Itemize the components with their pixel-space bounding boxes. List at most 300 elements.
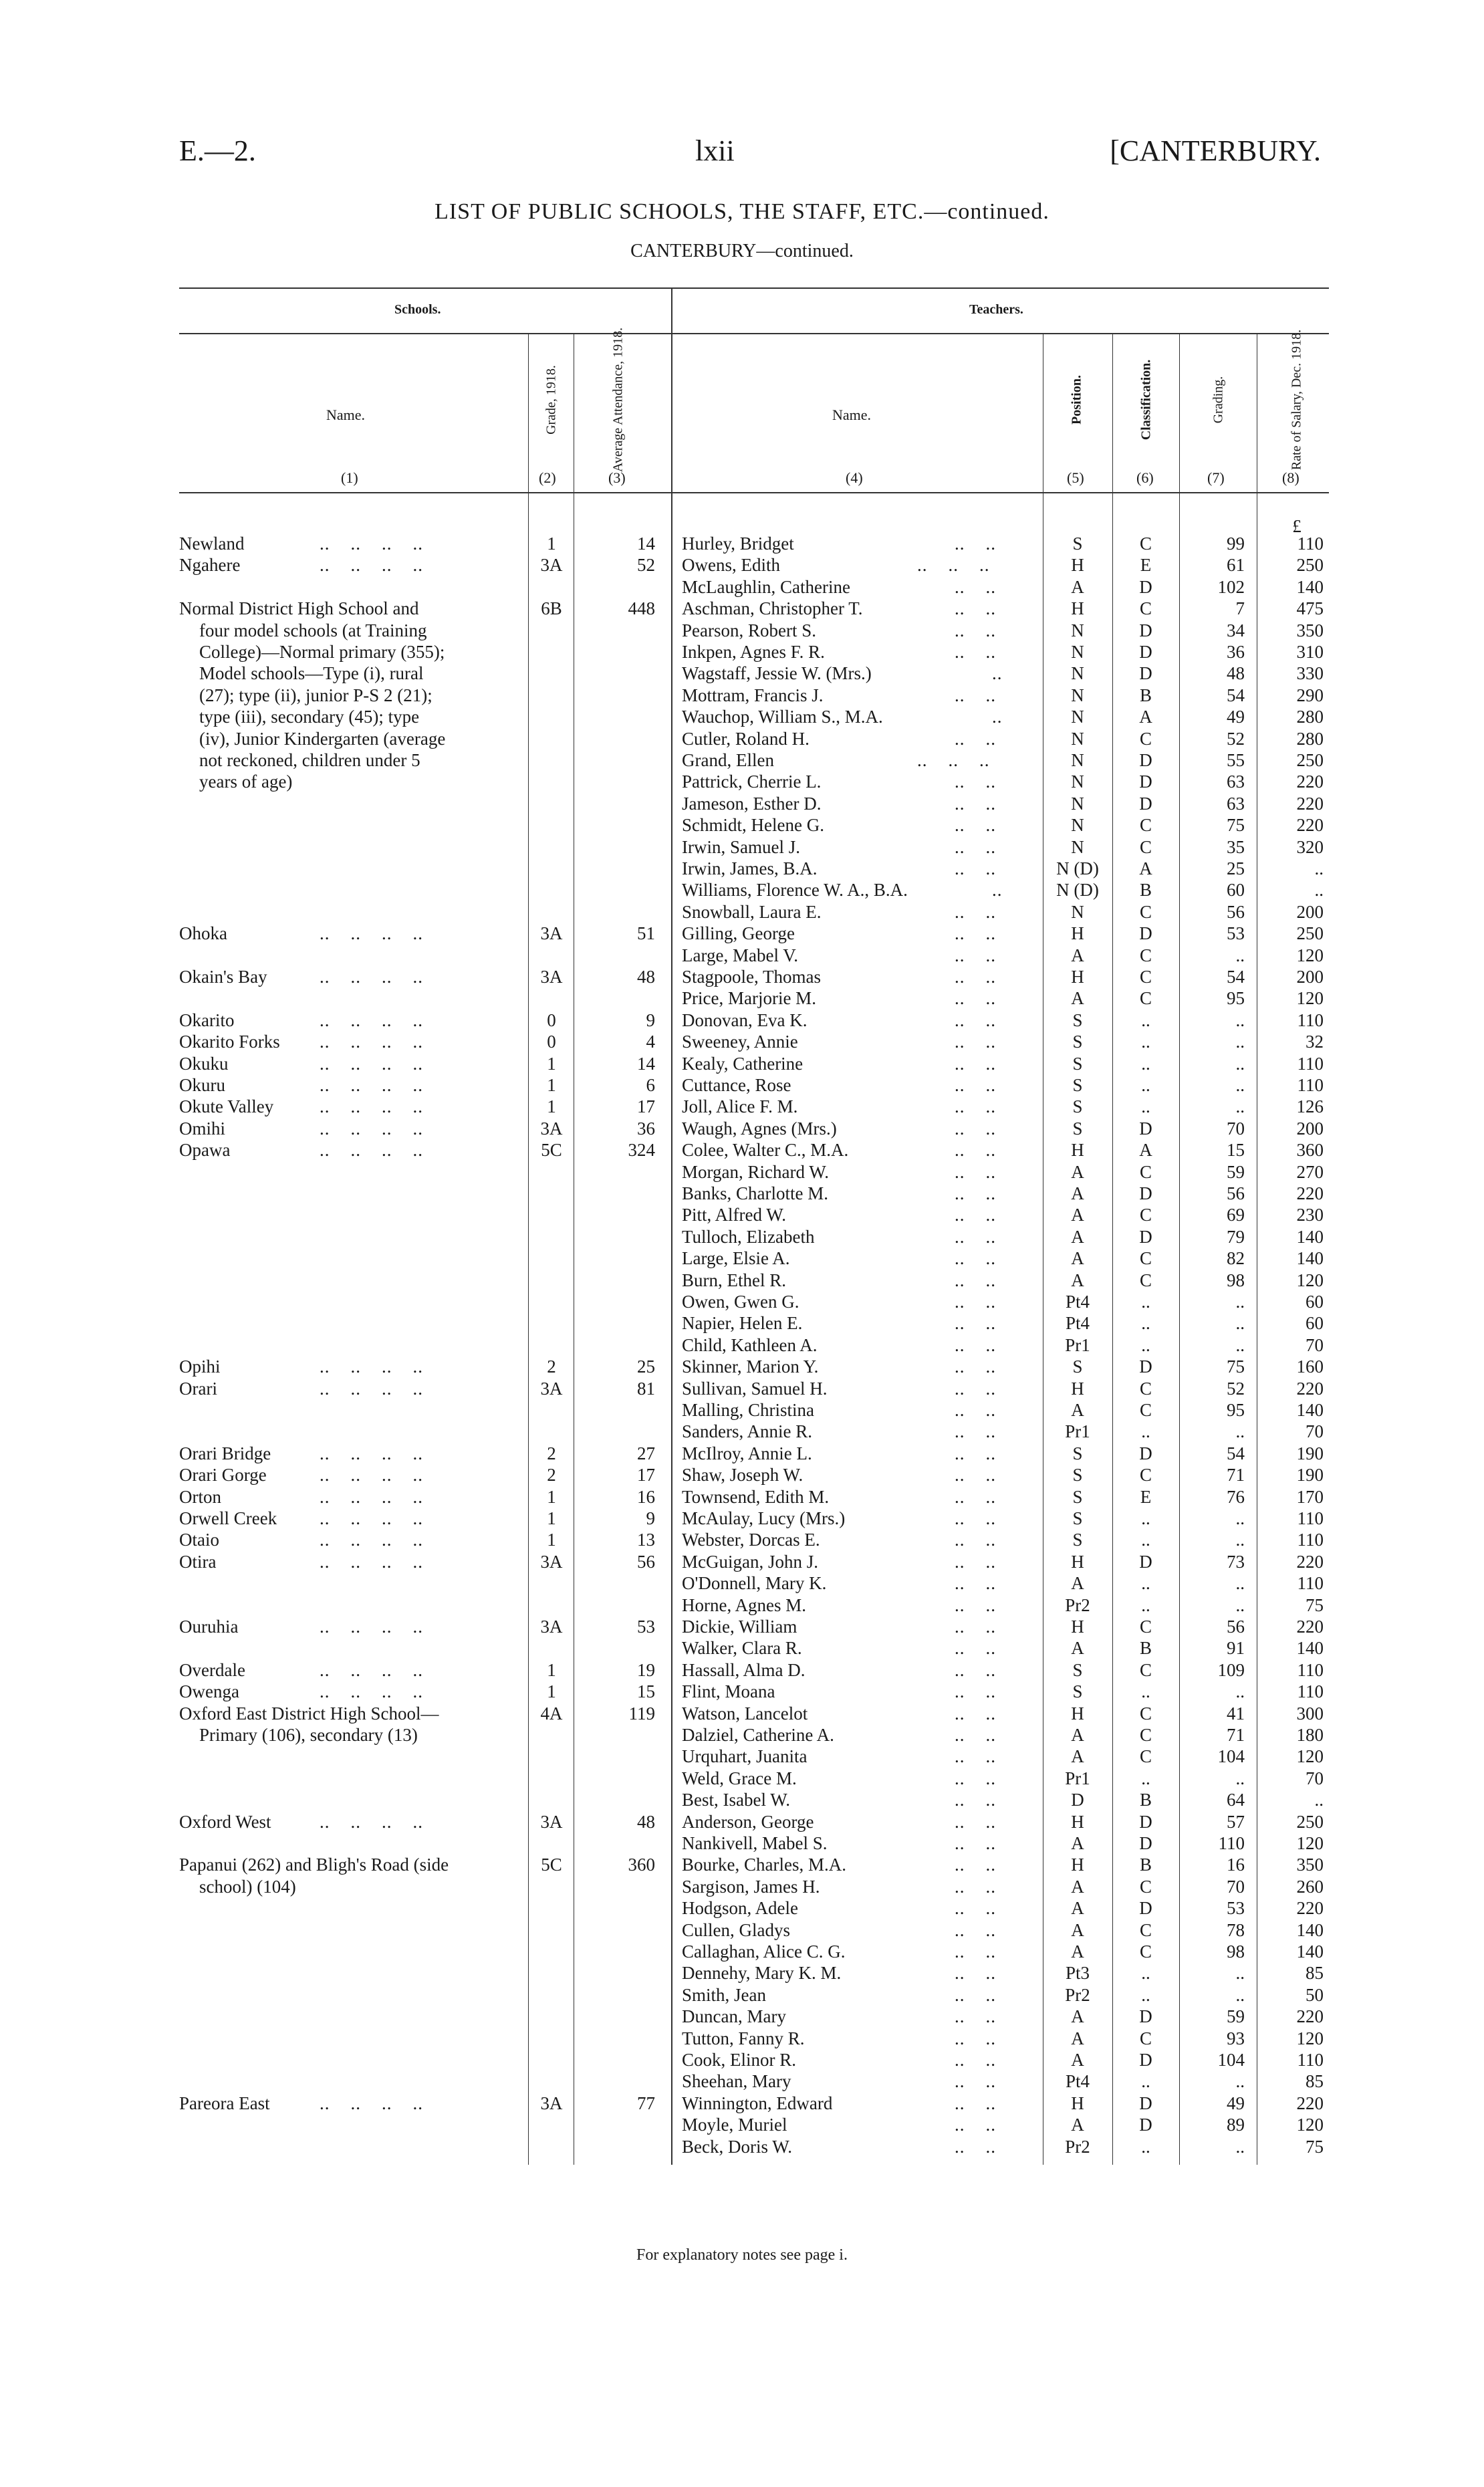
teacher-classification: .. <box>1141 1010 1150 1030</box>
teacher-classification: .. <box>1141 1985 1150 2005</box>
teacher-classification: D <box>1139 794 1152 814</box>
teacher-leader-dots: .. .. <box>955 1118 996 1139</box>
school-name: Otaio <box>179 1530 219 1550</box>
top-rule <box>179 287 1329 289</box>
teacher-name: Sweeney, Annie <box>682 1032 798 1052</box>
school-leader-dots: .. .. .. .. <box>320 1660 423 1680</box>
school-grade: 1 <box>547 1487 556 1507</box>
teacher-salary: 120 <box>1296 1270 1324 1290</box>
teacher-leader-dots: .. .. <box>955 1096 996 1116</box>
school-grade: 3A <box>540 1812 563 1832</box>
school-attendance: 16 <box>637 1487 655 1507</box>
school-name: Okarito <box>179 1010 235 1030</box>
teacher-name: Child, Kathleen A. <box>682 1335 818 1355</box>
school-leader-dots: .. .. .. .. <box>320 1508 423 1528</box>
teacher-classification: D <box>1139 1183 1152 1203</box>
teacher-grading: .. <box>1235 1985 1245 2005</box>
school-grade: 1 <box>547 1508 556 1528</box>
teacher-position: Pt3 <box>1065 1963 1090 1983</box>
teacher-name: Winnington, Edward <box>682 2093 833 2113</box>
teacher-classification: D <box>1139 642 1152 662</box>
school-name: Newland <box>179 534 245 554</box>
teacher-classification: D <box>1139 577 1152 597</box>
teacher-position: S <box>1072 1443 1083 1463</box>
school-name: (iv), Junior Kindergarten (average <box>199 729 446 749</box>
school-grade: 1 <box>547 1075 556 1095</box>
teacher-grading: .. <box>1235 1595 1245 1615</box>
teacher-name: McIlroy, Annie L. <box>682 1443 812 1463</box>
teacher-position: A <box>1071 1920 1084 1940</box>
teacher-classification: .. <box>1141 1595 1150 1615</box>
school-name: Ohoka <box>179 923 227 943</box>
teacher-grading: 95 <box>1227 1400 1245 1420</box>
teacher-position: N <box>1071 620 1084 640</box>
school-name: Okuku <box>179 1054 229 1074</box>
teacher-salary: 280 <box>1296 707 1324 727</box>
school-attendance: 448 <box>628 598 655 618</box>
teacher-salary: 310 <box>1296 642 1324 662</box>
teacher-salary: 120 <box>1296 2028 1324 2048</box>
teacher-name: O'Donnell, Mary K. <box>682 1573 827 1593</box>
school-grade: 1 <box>547 1681 556 1701</box>
school-attendance: 13 <box>637 1530 655 1550</box>
schools-group-header: Schools. <box>394 302 441 317</box>
school-attendance: 56 <box>637 1552 655 1572</box>
teacher-salary: 230 <box>1296 1205 1324 1225</box>
teacher-leader-dots: .. .. <box>955 1487 996 1507</box>
teacher-classification: D <box>1139 663 1152 683</box>
teacher-leader-dots: .. .. <box>955 1227 996 1247</box>
school-name: Opihi <box>179 1356 221 1377</box>
teacher-name: Inkpen, Agnes F. R. <box>682 642 825 662</box>
teacher-leader-dots: .. .. <box>955 685 996 705</box>
teacher-salary: 220 <box>1296 2093 1324 2113</box>
teacher-position: N <box>1071 685 1084 705</box>
school-name: Okain's Bay <box>179 967 267 987</box>
school-leader-dots: .. .. .. .. <box>320 1118 423 1139</box>
teacher-leader-dots: .. .. .. <box>917 750 990 770</box>
school-attendance: 53 <box>637 1617 655 1637</box>
teacher-grading: 69 <box>1227 1205 1245 1225</box>
teacher-classification: .. <box>1141 1768 1150 1788</box>
teacher-position: N <box>1071 707 1084 727</box>
teacher-grading: 76 <box>1227 1487 1245 1507</box>
school-name: Orari Bridge <box>179 1443 271 1463</box>
teacher-name: Malling, Christina <box>682 1400 814 1420</box>
teacher-position: A <box>1071 1227 1084 1247</box>
teacher-name: Donovan, Eva K. <box>682 1010 808 1030</box>
teacher-name: Dickie, William <box>682 1617 797 1637</box>
teacher-classification: C <box>1139 1746 1152 1766</box>
teacher-position: H <box>1071 1552 1084 1572</box>
school-leader-dots: .. .. .. .. <box>320 1356 423 1377</box>
teacher-salary: 32 <box>1306 1032 1324 1052</box>
teacher-grading: 49 <box>1227 707 1245 727</box>
teacher-classification: D <box>1139 750 1152 770</box>
teacher-name: Urquhart, Juanita <box>682 1746 808 1766</box>
teacher-salary: .. <box>1314 880 1324 900</box>
school-name: years of age) <box>199 772 293 792</box>
teacher-position: N <box>1071 837 1084 857</box>
teacher-name: Burn, Ethel R. <box>682 1270 786 1290</box>
teacher-salary: 320 <box>1296 837 1324 857</box>
teacher-salary: 220 <box>1296 1552 1324 1572</box>
teacher-leader-dots: .. .. <box>955 1855 996 1875</box>
teacher-grading: .. <box>1235 2137 1245 2157</box>
school-leader-dots: .. .. .. .. <box>320 1552 423 1572</box>
teacher-classification: D <box>1139 1833 1152 1853</box>
teacher-salary: 170 <box>1296 1487 1324 1507</box>
teacher-grading: .. <box>1235 1292 1245 1312</box>
teacher-name: Sargison, James H. <box>682 1877 820 1897</box>
school-attendance: 119 <box>628 1703 655 1724</box>
teacher-leader-dots: .. .. <box>955 1054 996 1074</box>
teacher-name: Large, Elsie A. <box>682 1248 790 1268</box>
teacher-leader-dots: .. .. <box>955 815 996 835</box>
position-header: Position. <box>1069 375 1084 425</box>
teacher-salary: 250 <box>1296 750 1324 770</box>
teacher-classification: C <box>1139 988 1152 1008</box>
school-attendance: 19 <box>637 1660 655 1680</box>
teacher-grading: .. <box>1235 1313 1245 1333</box>
school-grade: 3A <box>540 967 563 987</box>
school-name: Otira <box>179 1552 217 1572</box>
colnum-3: (3) <box>608 469 626 486</box>
school-attendance: 9 <box>646 1010 655 1030</box>
teacher-name: Schmidt, Helene G. <box>682 815 824 835</box>
teacher-salary: 350 <box>1296 620 1324 640</box>
teacher-position: A <box>1071 1941 1084 1962</box>
teacher-grading: 71 <box>1227 1465 1245 1485</box>
teacher-classification: B <box>1139 685 1152 705</box>
page-number: lxii <box>695 134 735 167</box>
teacher-name: Mottram, Francis J. <box>682 685 824 705</box>
teacher-position: A <box>1071 1898 1084 1918</box>
teacher-name: Pearson, Robert S. <box>682 620 816 640</box>
teacher-grading: 34 <box>1227 620 1245 640</box>
school-name: Orton <box>179 1487 221 1507</box>
teacher-leader-dots: .. .. <box>955 1746 996 1766</box>
teacher-grading: 53 <box>1227 923 1245 943</box>
teacher-name: Aschman, Christopher T. <box>682 598 863 618</box>
teacher-leader-dots: .. .. <box>955 1248 996 1268</box>
school-attendance: 52 <box>637 555 655 575</box>
teacher-position: A <box>1071 1725 1084 1745</box>
teacher-leader-dots: .. .. <box>955 1313 996 1333</box>
teacher-grading: 25 <box>1227 858 1245 878</box>
teacher-classification: C <box>1139 1920 1152 1940</box>
teacher-leader-dots: .. .. <box>955 988 996 1008</box>
teacher-salary: 290 <box>1296 685 1324 705</box>
teacher-position: H <box>1071 555 1084 575</box>
teacher-name: Owen, Gwen G. <box>682 1292 799 1312</box>
teacher-position: A <box>1071 2115 1084 2135</box>
teacher-name: Tulloch, Elizabeth <box>682 1227 815 1247</box>
teacher-leader-dots: .. .. <box>955 1379 996 1399</box>
teacher-salary: 190 <box>1296 1465 1324 1485</box>
teacher-position: H <box>1071 1617 1084 1637</box>
teacher-name: Bourke, Charles, M.A. <box>682 1855 846 1875</box>
teacher-name: Snowball, Laura E. <box>682 902 822 922</box>
teacher-grading: 89 <box>1227 2115 1245 2135</box>
school-name: not reckoned, children under 5 <box>199 750 420 770</box>
teacher-classification: .. <box>1141 1530 1150 1550</box>
teacher-classification: D <box>1139 2115 1152 2135</box>
teacher-grading: 61 <box>1227 555 1245 575</box>
school-leader-dots: .. .. .. .. <box>320 1379 423 1399</box>
teacher-position: S <box>1072 1032 1083 1052</box>
page-ref: E.—2. <box>179 134 256 167</box>
colnum-7: (7) <box>1207 469 1225 486</box>
teacher-grading: 54 <box>1227 967 1245 987</box>
teacher-salary: 300 <box>1296 1703 1324 1724</box>
teacher-grading: .. <box>1235 1010 1245 1030</box>
colnum-1: (1) <box>341 469 358 486</box>
school-attendance: 51 <box>637 923 655 943</box>
teacher-name-header: Name. <box>832 406 872 423</box>
teacher-name: Dennehy, Mary K. M. <box>682 1963 842 1983</box>
colnum-4: (4) <box>846 469 863 486</box>
school-leader-dots: .. .. .. .. <box>320 555 423 575</box>
teacher-position: N <box>1071 729 1084 749</box>
page-subtitle: CANTERBURY—continued. <box>630 241 854 261</box>
school-leader-dots: .. .. .. .. <box>320 1617 423 1637</box>
teacher-salary: 200 <box>1296 967 1324 987</box>
teacher-position: D <box>1071 1790 1084 1810</box>
teacher-name: Morgan, Richard W. <box>682 1162 829 1182</box>
teacher-leader-dots: .. .. <box>955 1941 996 1962</box>
teacher-name: Watson, Lancelot <box>682 1703 808 1724</box>
teacher-salary: 250 <box>1296 923 1324 943</box>
teacher-name: Cuttance, Rose <box>682 1075 791 1095</box>
teacher-leader-dots: .. .. <box>955 1963 996 1983</box>
school-attendance: 9 <box>646 1508 655 1528</box>
teacher-grading: 64 <box>1227 1790 1245 1810</box>
teacher-grading: 109 <box>1217 1660 1245 1680</box>
school-name: school) (104) <box>199 1877 296 1897</box>
school-grade: 3A <box>540 923 563 943</box>
school-name: Normal District High School and <box>179 598 419 618</box>
teacher-leader-dots: .. .. <box>955 794 996 814</box>
school-name: type (iii), secondary (45); type <box>199 707 420 727</box>
teacher-classification: C <box>1139 2028 1152 2048</box>
teacher-classification: .. <box>1141 1963 1150 1983</box>
teacher-name: McGuigan, John J. <box>682 1552 818 1572</box>
teacher-classification: .. <box>1141 1075 1150 1095</box>
teacher-position: S <box>1072 534 1083 554</box>
teacher-classification: D <box>1139 620 1152 640</box>
school-name: Model schools—Type (i), rural <box>199 663 424 683</box>
teacher-salary: 220 <box>1296 1898 1324 1918</box>
teacher-salary: 110 <box>1297 1010 1324 1030</box>
school-grade: 2 <box>547 1465 556 1485</box>
teacher-salary: 70 <box>1306 1421 1324 1441</box>
teacher-classification: D <box>1139 772 1152 792</box>
teacher-name: Stagpoole, Thomas <box>682 967 821 987</box>
teacher-position: A <box>1071 1248 1084 1268</box>
teacher-position: S <box>1072 1681 1083 1701</box>
currency-symbol: £ <box>1292 516 1302 536</box>
teacher-leader-dots: .. .. <box>955 1183 996 1203</box>
teacher-grading: 48 <box>1227 663 1245 683</box>
school-leader-dots: .. .. .. .. <box>320 1681 423 1701</box>
teacher-position: S <box>1072 1118 1083 1139</box>
teacher-name: Williams, Florence W. A., B.A. <box>682 880 908 900</box>
section-title: [CANTERBURY. <box>1110 134 1321 167</box>
colnum-2: (2) <box>539 469 556 486</box>
teacher-name: Owens, Edith <box>682 555 780 575</box>
teacher-grading: 75 <box>1227 815 1245 835</box>
teacher-position: Pr1 <box>1065 1421 1090 1441</box>
teacher-name: Tutton, Fanny R. <box>682 2028 805 2048</box>
teacher-position: A <box>1071 945 1084 965</box>
teacher-salary: 160 <box>1296 1356 1324 1377</box>
teacher-name: Hassall, Alma D. <box>682 1660 806 1680</box>
teacher-leader-dots: .. .. <box>955 1595 996 1615</box>
teacher-classification: C <box>1139 598 1152 618</box>
school-name: College)—Normal primary (355); <box>199 642 445 662</box>
teacher-salary: 475 <box>1296 598 1324 618</box>
school-attendance: 17 <box>637 1465 655 1485</box>
teacher-name: Skinner, Marion Y. <box>682 1356 819 1377</box>
teacher-classification: C <box>1139 1400 1152 1420</box>
teacher-grading: .. <box>1235 1768 1245 1788</box>
school-attendance: 360 <box>628 1855 655 1875</box>
school-attendance: 4 <box>646 1032 655 1052</box>
teacher-salary: 85 <box>1306 1963 1324 1983</box>
teacher-leader-dots: .. .. <box>955 858 996 878</box>
school-name: Papanui (262) and Bligh's Road (side <box>179 1855 449 1875</box>
teacher-salary: .. <box>1314 858 1324 878</box>
teacher-salary: 85 <box>1306 2071 1324 2091</box>
teacher-name: Gilling, George <box>682 923 795 943</box>
teacher-salary: 110 <box>1297 1573 1324 1593</box>
school-grade: 1 <box>547 1530 556 1550</box>
teacher-grading: 75 <box>1227 1356 1245 1377</box>
teacher-classification: .. <box>1141 1335 1150 1355</box>
teacher-salary: 190 <box>1296 1443 1324 1463</box>
teacher-classification: .. <box>1141 1573 1150 1593</box>
teacher-salary: 110 <box>1297 2050 1324 2070</box>
teacher-grading: .. <box>1235 1075 1245 1095</box>
teacher-position: S <box>1072 1530 1083 1550</box>
teacher-leader-dots: .. .. <box>955 837 996 857</box>
school-name: Orari Gorge <box>179 1465 267 1485</box>
school-grade: 1 <box>547 1054 556 1074</box>
school-name: Oxford West <box>179 1812 271 1832</box>
teacher-position: N <box>1071 815 1084 835</box>
teacher-name: Dalziel, Catherine A. <box>682 1725 834 1745</box>
school-grade: 2 <box>547 1356 556 1377</box>
teacher-position: S <box>1072 1465 1083 1485</box>
school-name: Okuru <box>179 1075 225 1095</box>
teacher-leader-dots: .. .. <box>955 1660 996 1680</box>
teacher-classification: C <box>1139 837 1152 857</box>
teacher-grading: 79 <box>1227 1227 1245 1247</box>
teacher-name: McAulay, Lucy (Mrs.) <box>682 1508 846 1528</box>
teacher-grading: 57 <box>1227 1812 1245 1832</box>
teacher-position: Pr1 <box>1065 1335 1090 1355</box>
teacher-leader-dots: .. .. <box>955 1898 996 1918</box>
teacher-name: Sheehan, Mary <box>682 2071 791 2091</box>
teacher-grading: 98 <box>1227 1941 1245 1962</box>
teacher-leader-dots: .. .. <box>955 1552 996 1572</box>
school-grade: 3A <box>540 555 563 575</box>
school-grade: 1 <box>547 1096 556 1116</box>
teacher-leader-dots: .. .. <box>955 2115 996 2135</box>
school-name: Orwell Creek <box>179 1508 277 1528</box>
teacher-grading: 78 <box>1227 1920 1245 1940</box>
teacher-leader-dots: .. .. <box>955 1421 996 1441</box>
teacher-grading: 82 <box>1227 1248 1245 1268</box>
teacher-position: N <box>1071 772 1084 792</box>
school-grade: 2 <box>547 1443 556 1463</box>
teacher-grading: 54 <box>1227 1443 1245 1463</box>
teacher-leader-dots: .. .. <box>955 1877 996 1897</box>
teacher-position: A <box>1071 988 1084 1008</box>
teacher-position: H <box>1071 2093 1084 2113</box>
salary-header: Rate of Salary, Dec. 1918. <box>1289 329 1304 471</box>
teacher-grading: 56 <box>1227 1617 1245 1637</box>
teacher-salary: 220 <box>1296 2006 1324 2026</box>
school-attendance: 77 <box>637 2093 655 2113</box>
teacher-name: Cook, Elinor R. <box>682 2050 797 2070</box>
teacher-name: Joll, Alice F. M. <box>682 1096 798 1116</box>
teacher-classification: D <box>1139 1812 1152 1832</box>
teacher-leader-dots: .. .. <box>955 1508 996 1528</box>
grading-header: Grading. <box>1211 376 1226 424</box>
school-name: four model schools (at Training <box>199 620 427 640</box>
teacher-grading: 56 <box>1227 902 1245 922</box>
teacher-leader-dots: .. .. <box>955 1205 996 1225</box>
teacher-leader-dots: .. .. <box>955 729 996 749</box>
teacher-grading: .. <box>1235 1530 1245 1550</box>
teacher-position: A <box>1071 1400 1084 1420</box>
teacher-leader-dots: .. .. <box>955 1270 996 1290</box>
group-rule <box>179 333 1329 334</box>
teacher-classification: C <box>1139 1617 1152 1637</box>
teacher-salary: 220 <box>1296 794 1324 814</box>
teacher-grading: 71 <box>1227 1725 1245 1745</box>
teacher-leader-dots: .. .. <box>955 577 996 597</box>
col-divider <box>1179 333 1180 2165</box>
teacher-grading: 7 <box>1235 598 1245 618</box>
school-grade: 3A <box>540 2093 563 2113</box>
school-leader-dots: .. .. .. .. <box>320 1140 423 1160</box>
teacher-classification: C <box>1139 1465 1152 1485</box>
school-attendance: 14 <box>637 1054 655 1074</box>
teacher-position: S <box>1072 1054 1083 1074</box>
school-name: Overdale <box>179 1660 245 1680</box>
teacher-grading: .. <box>1235 1032 1245 1052</box>
school-name: Ouruhia <box>179 1617 239 1637</box>
school-grade: 6B <box>541 598 562 618</box>
col-divider <box>1112 333 1113 2165</box>
teacher-classification: B <box>1139 1855 1152 1875</box>
teacher-leader-dots: .. .. <box>955 1075 996 1095</box>
colnum-8: (8) <box>1282 469 1300 486</box>
teacher-grading: 52 <box>1227 729 1245 749</box>
teacher-name: Best, Isabel W. <box>682 1790 790 1810</box>
teacher-salary: 110 <box>1297 1660 1324 1680</box>
teacher-salary: 140 <box>1296 1248 1324 1268</box>
school-leader-dots: .. .. .. .. <box>320 1487 423 1507</box>
teacher-classification: C <box>1139 967 1152 987</box>
school-name: Owenga <box>179 1681 239 1701</box>
teacher-classification: .. <box>1141 1292 1150 1312</box>
school-attendance: 15 <box>637 1681 655 1701</box>
teacher-position: A <box>1071 1833 1084 1853</box>
